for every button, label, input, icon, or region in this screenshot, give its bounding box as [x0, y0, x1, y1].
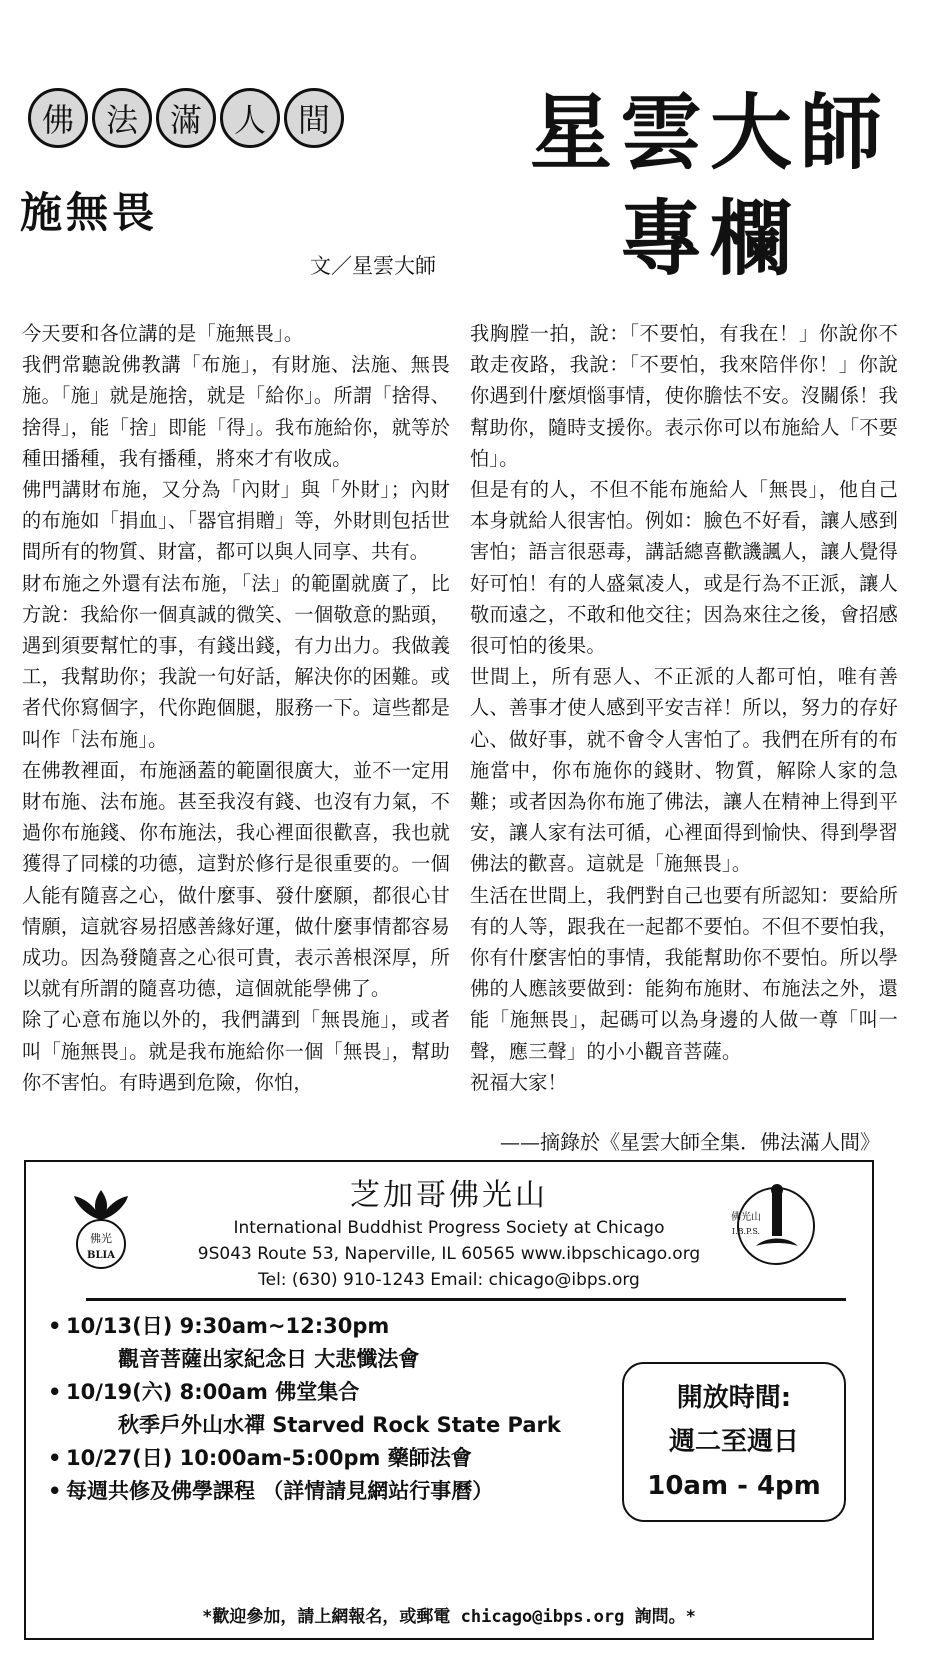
- series-char: 滿: [156, 88, 216, 148]
- blia-logo: [66, 1182, 136, 1272]
- paragraph: 我胸膛一拍，說：「不要怕，有我在！」你說你不敢走夜路，我說：「不要怕，我來陪伴你！」你說你遇到什麼煩惱事情，使你膽怯不安。沒關係！我幫助你，隨時支援你。表示你可以布施給人「不要怕」。: [470, 322, 898, 470]
- blia-logo-text: 佛光: [90, 1232, 112, 1245]
- event-item: • 10/13(日) 9:30am~12:30pm: [48, 1314, 390, 1338]
- temple-english-name: International Buddhist Progress Society at Chicago: [233, 1218, 665, 1238]
- hours-days: 週二至週日: [668, 1427, 799, 1457]
- column-title: [520, 80, 900, 292]
- registration-note: *歡迎參加，請上網報名，或郵電 chicago@ibps.org 詢問。*: [202, 1607, 696, 1627]
- series-char: 法: [92, 88, 152, 148]
- event-item: • 每週共修及佛學課程 （詳情請見網站行事曆）: [48, 1479, 494, 1503]
- ad-divider: [86, 1298, 846, 1301]
- ibps-logo: [716, 1176, 826, 1276]
- article-title: 施無畏: [20, 188, 159, 237]
- series-char: 佛: [28, 88, 88, 148]
- paragraph: 世間上，所有惡人、不正派的人都可怕，唯有善人、善事才使人感到平安吉祥！所以，努力的存好心、做好事，就不會令人害怕了。我們在所有的布施當中，你布施你的錢財、物質，解除人家的急難；或者因為你布施了佛法，讓人在精神上得到平安，讓人家有法可循，心裡面得到愉快、得到學習佛法的歡喜。這就是「施無畏」。: [470, 665, 898, 876]
- event-detail: 觀音菩薩出家紀念日 大悲懺法會: [118, 1347, 420, 1371]
- blia-logo-sub: BLIA: [87, 1250, 115, 1261]
- paragraph: 在佛教裡面，布施涵蓋的範圍很廣大，並不一定用財布施、法布施。甚至我沒有錢、也沒有力氣，不過你布施錢、你布施法，我心裡面很歡喜，我也就獲得了同樣的功德，這對於修行是很重要的。一個人能有隨喜之心，做什麼事、發什麼願，都很心甘情願，這就容易招感善緣好運，做什麼事情都容易成功。因為發隨喜之心很可貴，表示善根深厚，所以就有所謂的隨喜功德，這個就能學佛了。: [22, 758, 450, 1001]
- paragraph: 財布施之外還有法布施，「法」的範圍就廣了，比方說：我給你一個真誠的微笑、一個敬意的點頭，遇到須要幫忙的事，有錢出錢，有力出力。我做義工，我幫助你；我說一句好話，解決你的困難。或者代你寫個字，代你跑個腿，服務一下。這些都是叫作「法布施」。: [22, 571, 450, 751]
- temple-contact: Tel: (630) 910-1243 Email: chicago@ibps.org: [258, 1270, 640, 1290]
- hours-title: 開放時間:: [676, 1383, 792, 1413]
- temple-address: 9S043 Route 53, Naperville, IL 60565 www.ibpschicago.org: [197, 1244, 701, 1264]
- article-column-left: [22, 318, 450, 1098]
- article-byline: 文／星雲大師: [310, 254, 436, 278]
- paragraph: 祝福大家！: [470, 1070, 567, 1094]
- event-item: • 10/19(六) 8:00am 佛堂集合: [48, 1380, 360, 1404]
- event-detail: 秋季戶外山水禪 Starved Rock State Park: [118, 1413, 561, 1437]
- paragraph: 除了心意布施以外的，我們講到「無畏施」，或者叫「施無畏」。就是我布施給你一個「無畏」，幫助你不害怕。有時遇到危險，你怕，: [22, 1008, 450, 1094]
- temple-name: 芝加哥佛光山: [350, 1178, 548, 1213]
- series-badge: [28, 88, 344, 148]
- ibps-logo-text: 佛光山: [731, 1212, 761, 1223]
- article-source: ——摘錄於《星雲大師全集．佛法滿人間》: [500, 1130, 880, 1154]
- column-title-line1: 星雲大師: [529, 85, 890, 181]
- event-item: • 10/27(日) 10:00am-5:00pm 藥師法會: [48, 1446, 472, 1470]
- series-char: 間: [284, 88, 344, 148]
- article-column-right: [470, 318, 898, 1098]
- event-list: [48, 1310, 648, 1508]
- paragraph: 生活在世間上，我們對自己也要有所認知：要給所有的人等，跟我在一起都不要怕。不但不要怕我，你有什麼害怕的事情，我能幫助你不要怕。所以學佛的人應該要做到：能夠布施財、布施法之外，還能「施無畏」，起碼可以為身邊的人做一尊「叫一聲，應三聲」的小小觀音菩薩。: [470, 883, 898, 1063]
- paragraph: 但是有的人，不但不能布施給人「無畏」，他自己本身就給人很害怕。例如：臉色不好看，讓人感到害怕；語言很惡毒，講話總喜歡譏諷人，讓人覺得好可怕！有的人盛氣凌人，或是行為不正派，讓人敬而遠之，不敢和他交往；因為來往之後，會招感很可怕的後果。: [470, 478, 898, 658]
- column-title-line2: 專欄: [619, 191, 800, 287]
- hours-time: 10am - 4pm: [647, 1471, 821, 1501]
- opening-hours-box: [622, 1362, 846, 1522]
- ibps-logo-sub: I.B.P.S.: [731, 1227, 761, 1236]
- paragraph: 今天要和各位講的是「施無畏」。: [22, 322, 304, 345]
- paragraph: 佛門講財布施，又分為「內財」與「外財」；內財的布施如「捐血」、「器官捐贈」等，外財則包括世間所有的物質、財富，都可以與人同享、共有。: [22, 478, 450, 564]
- temple-ad-box: [24, 1160, 874, 1640]
- series-char: 人: [220, 88, 280, 148]
- paragraph: 我們常聽說佛教講「布施」，有財施、法施、無畏施。「施」就是施捨，就是「給你」。所謂「捨得、捨得」，能「捨」即能「得」。我布施給你，就等於種田播種，我有播種，將來才有收成。: [22, 353, 450, 470]
